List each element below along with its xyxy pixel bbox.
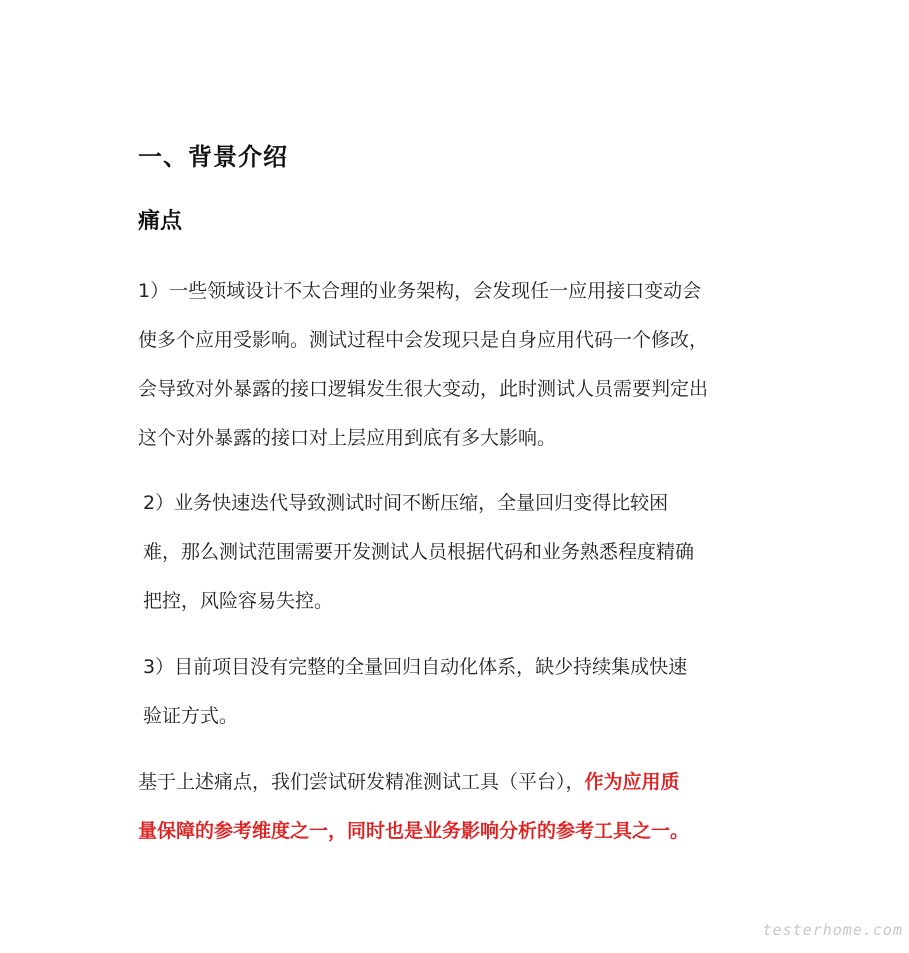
paragraph-conclusion — [138, 758, 689, 856]
paragraph-pain-point-1 — [138, 267, 708, 463]
paragraph-line: 使多个应用受影响。测试过程中会发现只是自身应用代码一个修改， — [138, 329, 709, 351]
subsection-heading: 痛点 — [138, 209, 183, 234]
watermark: testerhome.com — [762, 921, 903, 939]
paragraph-line: 这个对外暴露的接口对上层应用到底有多大影响。 — [138, 427, 557, 449]
paragraph-line: 难，那么测试范围需要开发测试人员根据代码和业务熟悉程度精确 — [143, 541, 695, 563]
paragraph-line: 会导致对外暴露的接口逻辑发生很大变动，此时测试人员需要判定出 — [138, 378, 709, 400]
highlight-text: 作为应用质 — [584, 771, 680, 793]
paragraph-line: 验证方式。 — [143, 705, 239, 727]
section-heading: 一、背景介绍 — [138, 143, 288, 171]
highlight-text: 量保障的参考维度之一，同时也是业务影响分析的参考工具之一。 — [138, 820, 690, 842]
paragraph-pain-point-3 — [143, 643, 687, 741]
paragraph-line: 1）一些领域设计不太合理的业务架构，会发现任一应用接口变动会 — [138, 280, 702, 302]
paragraph-pain-point-2 — [143, 479, 694, 626]
conclusion-line-1 — [138, 758, 689, 807]
paragraph-line: 2）业务快速迭代导致测试时间不断压缩，全量回归变得比较困 — [143, 492, 669, 514]
conclusion-text: 基于上述痛点，我们尝试研发精准测试工具（平台）， — [138, 771, 585, 793]
paragraph-line: 把控，风险容易失控。 — [143, 590, 334, 612]
paragraph-line: 3）目前项目没有完整的全量回归自动化体系，缺少持续集成快速 — [143, 656, 688, 678]
